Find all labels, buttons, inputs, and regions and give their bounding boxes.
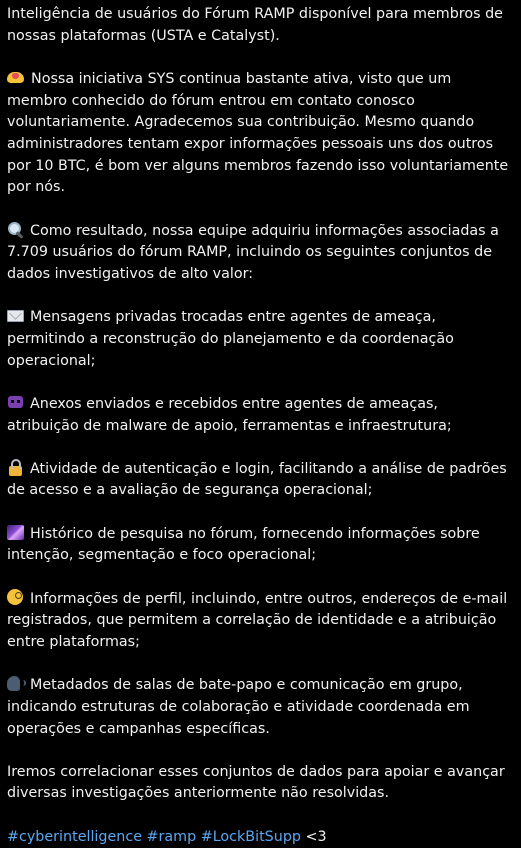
list-item-text: Metadados de salas de bate-papo e comunicação em grupo, indicando estruturas de colaboração e atividade coordenada em operações e campanhas específicas. [7, 677, 470, 737]
post-paragraph-closing: Iremos correlacionar esses conjuntos de dados para apoiar e avançar diversas investigações anteriormente não resolvidas. [7, 763, 505, 802]
post-paragraph-initiative [7, 69, 513, 199]
post-intro: Inteligência de usuários do Fórum RAMP disponível para membros de nossas plataformas (USTA e Catalyst). [7, 6, 503, 44]
list-item [7, 307, 513, 372]
list-item-text: Atividade de autenticação e login, facilitando a análise de padrões de acesso e a avaliação de segurança operacional; [7, 460, 507, 499]
hashtag-line [7, 827, 513, 848]
list-item [7, 524, 513, 567]
speaking-head-icon [7, 675, 24, 692]
list-item [7, 589, 513, 654]
list-item-text: Mensagens privadas trocadas entre agentes de ameaça, permitindo a reconstrução do planejamento e da coordenação operacional; [7, 309, 454, 369]
hashtag-link[interactable]: #cyberintelligence [7, 828, 142, 845]
list-item [7, 394, 513, 437]
milky-way-icon [7, 524, 24, 541]
result-text: Como resultado, nossa equipe adquiriu informações associadas a 7.709 usuários do fórum RAMP, incluindo os seguintes conjuntos de dados investigativos de alto valor: [7, 222, 499, 283]
list-item [7, 459, 513, 502]
list-item-text: Informações de perfil, incluindo, entre outros, endereços de e-mail registrados, que permitem a correlação de identidade e a atribuição entre plataformas; [7, 590, 508, 650]
hashtag-link[interactable]: #ramp [146, 828, 197, 845]
face-with-monocle-icon [7, 589, 24, 606]
list-item-text: Anexos enviados e recebidos entre agentes de ameaças, atribuição de malware de apoio, ferramentas e infraestrutura; [7, 395, 452, 434]
initiative-text: Nossa iniciativa SYS continua bastante ativa, visto que um membro conhecido do fórum entrou em contato conosco voluntariamente. Agradecemos sua contribuição. Mesmo quando administradores tentam expor informações pessoais uns dos outros por 10 BTC, é bom ver alguns membros fazendo isso voluntariamente por nós. [7, 70, 509, 196]
list-item-text: Histórico de pesquisa no fórum, fornecendo informações sobre intenção, segmentação e foco operacional; [7, 525, 480, 564]
heart-emoticon: <3 [305, 828, 327, 845]
post-paragraph-result [7, 221, 513, 286]
magnifying-glass-icon [7, 221, 24, 238]
envelope-icon [7, 307, 24, 324]
alien-monster-icon [7, 394, 24, 411]
heart-hands-icon [7, 69, 25, 86]
lock-with-key-icon [7, 459, 24, 476]
hashtag-link[interactable]: #LockBitSupp [200, 828, 301, 845]
list-item [7, 675, 513, 740]
